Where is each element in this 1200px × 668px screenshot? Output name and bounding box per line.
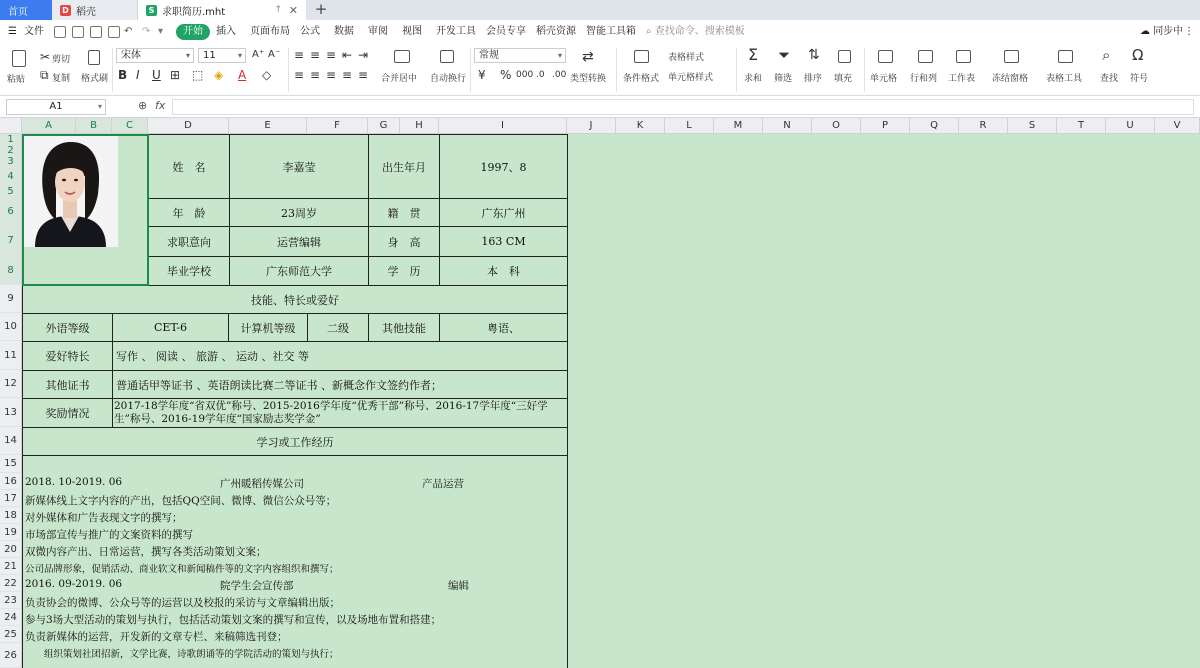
column-header-n[interactable]: N [763,118,812,134]
hobby-value: 写作 、 阅读 、 旅游 、 运动 、社交 等 [112,341,568,371]
font-name-select[interactable]: 宋体 ▾ [116,48,194,63]
column-header-f[interactable]: F [307,118,368,134]
column-header-m[interactable]: M [714,118,763,134]
indent-decrease-icon[interactable]: ⇤ [342,48,353,62]
tab-resume-doc[interactable] [138,0,306,20]
column-header-c[interactable]: C [112,118,148,134]
align-center-icon[interactable]: ≡ [310,68,321,82]
row-header-3[interactable]: 3 [0,156,22,168]
other-skill-label: 其他技能 [368,313,440,342]
copy-icon[interactable]: ⧉ [40,68,49,82]
column-header-k[interactable]: K [616,118,665,134]
award-line-1: 2017-18学年度“省双优”称号、2015-2016学年度“优秀干部”称号、2016-17学年度“三好学 [114,400,548,412]
name-label: 姓 名 [148,134,230,199]
column-header-h[interactable]: H [400,118,439,134]
row-header-15[interactable]: 15 [0,455,22,473]
job2-line-4: 组织策划社团招新，文学比赛，诗歌朗诵等的学院活动的策划与执行； [25,649,339,660]
menu-file[interactable]: 文件 [24,26,44,37]
table-right-border [567,455,568,668]
native-value: 广东广州 [439,198,568,227]
paste-icon[interactable] [12,50,26,67]
other-skill-value: 粤语、 [439,313,568,342]
number-format-select[interactable]: 常规 ▾ [474,48,566,63]
decrease-font-icon[interactable]: A⁻ [268,49,281,60]
row-col-icon[interactable] [918,50,933,63]
menu-home[interactable]: 开始 [176,24,210,40]
row-col-button[interactable]: 行和列 [910,74,938,84]
cert-value: 普通话甲等证书 、英语朗读比赛二等证书 、新概念作文签约作者； [112,370,568,399]
search-icon: ⌕ [646,26,655,37]
native-label: 籍 贯 [368,198,440,227]
row-header-16[interactable]: 16 [0,473,22,490]
intent-label: 求职意向 [148,226,230,257]
menu-insert[interactable]: 插入 [216,26,236,37]
underline-icon[interactable]: U [152,68,161,82]
row-header-7[interactable]: 7 [0,226,22,256]
job1-line-1: 新媒体线上文字内容的产出，包括QQ空间、微博、微信公众号等； [25,495,337,507]
select-all-corner[interactable] [0,118,22,134]
profile-photo[interactable] [23,136,118,247]
job1-date: 2018. 10-2019. 06 [25,476,123,488]
command-search[interactable] [646,24,745,40]
find-button[interactable]: 查找 [1100,74,1119,84]
pin-icon[interactable]: ↑ [274,5,282,15]
sum-icon[interactable]: Σ [748,45,759,64]
cloud-icon: ☁ [1140,26,1154,37]
table-tools-icon[interactable] [1058,50,1073,63]
experience-header: 学习或工作经历 [22,427,568,456]
conditional-format-button[interactable]: 条件格式 [623,74,660,84]
filter-button[interactable]: 筛选 [774,74,793,84]
export-icon[interactable] [72,26,84,38]
ribbon-divider [288,48,289,92]
align-bottom-icon[interactable]: ≡ [326,48,337,62]
menu-data[interactable]: 数据 [334,26,354,37]
tab-home-label: 首页 [8,6,28,18]
birth-label: 出生年月 [368,134,440,199]
sync-status[interactable] [1140,24,1183,40]
row-header-1[interactable]: 1 [0,134,22,145]
height-value: 163 CM [439,226,568,257]
computer-value: 二级 [307,313,369,342]
skills-header: 技能、特长或爱好 [22,285,568,314]
column-header-t[interactable]: T [1057,118,1106,134]
fx-button[interactable]: fx [155,99,166,112]
height-label: 身 高 [368,226,440,257]
freeze-panes-icon[interactable] [1004,50,1019,63]
award-label: 奖励情况 [22,398,113,428]
cell-style-button[interactable]: 单元格样式 [668,73,714,83]
indent-increase-icon[interactable]: ⇥ [358,48,369,62]
row-header-14[interactable]: 14 [0,427,22,455]
column-header-j[interactable]: J [567,118,616,134]
row-header-8[interactable]: 8 [0,256,22,285]
computer-label: 计算机等级 [228,313,308,342]
tab-daoke[interactable] [52,0,138,20]
job1-line-4: 双微内容产出、日常运营，撰写各类活动策划文案； [25,546,267,558]
column-header-g[interactable]: G [368,118,400,134]
format-painter-button[interactable]: 格式刷 [81,74,109,84]
menu-smart-toolbox[interactable]: 智能工具箱 [586,26,636,37]
merge-center-button[interactable]: 合并居中 [381,74,418,84]
row-header-17[interactable]: 17 [0,490,22,507]
find-icon[interactable]: ⌕ [1102,46,1111,64]
cut-button[interactable]: 剪切 [52,55,71,65]
new-tab-button[interactable]: + [314,0,328,18]
degree-value: 本 科 [439,256,568,286]
percent-icon[interactable]: % [500,68,512,82]
tab-daoke-label: 稻壳 [76,6,96,18]
column-header-u[interactable]: U [1106,118,1155,134]
award-value [112,398,568,428]
award-line-2: 生”称号、2016-19学年度“国家励志奖学金” [114,413,321,425]
hamburger-icon[interactable]: ☰ [8,26,17,37]
name-value: 李嘉莹 [229,134,369,199]
tab-resume-label: 求职简历.mht [162,6,226,18]
spreadsheet-icon: S [146,5,157,16]
row-header-19[interactable]: 19 [0,524,22,541]
justify-icon[interactable]: ≡ [342,68,353,82]
cell-icon[interactable] [878,50,893,63]
row-header-10[interactable]: 10 [0,313,22,341]
undo-icon[interactable]: ↶ [124,26,133,37]
close-tab-icon[interactable]: ✕ [288,3,298,17]
paste-button[interactable]: 粘贴 [7,75,26,85]
type-convert-icon[interactable]: ⇄ [582,49,594,65]
fill-effect-icon[interactable]: ⬚ [192,68,204,82]
redo-icon[interactable]: ↷ [142,26,151,37]
column-header-d[interactable]: D [148,118,229,134]
job2-title: 编辑 [448,580,469,592]
currency-icon[interactable]: ¥ [478,68,486,82]
align-right-icon[interactable]: ≡ [326,68,337,82]
job1-title: 产品运营 [422,478,464,490]
ribbon-divider [470,48,471,92]
job2-line-2: 参与3场大型活动的策划与执行，包括活动策划文案的撰写和宣传，以及场地布置和搭建； [25,614,442,626]
border-icon[interactable]: ⊞ [170,68,181,82]
wrap-text-icon[interactable] [440,50,454,63]
job1-line-2: 对外媒体和广告表现文字的撰写； [25,512,183,524]
fill-button[interactable]: 填充 [834,74,853,84]
row-header-9[interactable]: 9 [0,285,22,313]
row-header-20[interactable]: 20 [0,541,22,558]
sum-button[interactable]: 求和 [744,74,763,84]
row-header-25[interactable]: 25 [0,626,22,643]
row-header-18[interactable]: 18 [0,507,22,524]
job2-company: 院学生会宣传部 [220,580,294,592]
freeze-panes-button[interactable]: 冻结窗格 [992,74,1029,84]
row-header-26[interactable]: 26 [0,643,22,668]
ribbon-divider [736,48,737,92]
distribute-icon[interactable]: ≡ [358,68,369,82]
symbol-icon[interactable]: Ω [1132,46,1144,64]
column-header-i[interactable]: I [439,118,567,134]
column-header-r[interactable]: R [959,118,1008,134]
hobby-label: 爱好特长 [22,341,113,371]
row-header-13[interactable]: 13 [0,398,22,427]
fill-icon[interactable] [838,50,851,63]
format-painter-icon[interactable] [88,50,100,65]
align-middle-icon[interactable]: ≡ [310,48,321,62]
align-left-icon[interactable]: ≡ [294,68,305,82]
job1-line-3: 市场部宣传与推广的文案资料的撰写 [25,529,193,541]
job2-date: 2016. 09-2019. 06 [25,578,123,590]
menu-member[interactable]: 会员专享 [486,26,526,37]
decrease-decimal-icon[interactable]: .00 [552,70,567,80]
preview-icon[interactable] [108,26,120,38]
italic-icon[interactable]: I [136,68,140,82]
age-label: 年 龄 [148,198,230,227]
row-header-22[interactable]: 22 [0,575,22,592]
daoke-icon: D [60,5,71,16]
tab-bar [0,0,1200,20]
job2-line-3: 负责新媒体的运营，开发新的文章专栏、来稿筛选刊登； [25,631,288,643]
symbol-button[interactable]: 符号 [1130,74,1149,84]
merge-center-icon[interactable] [394,50,410,63]
zoom-search-icon[interactable]: ⊕ [138,99,148,112]
lang-value: CET-6 [112,313,229,342]
font-size-select[interactable]: 11 ▾ [198,48,246,63]
increase-font-icon[interactable]: A⁺ [252,49,265,60]
increase-decimal-icon[interactable]: .0 [536,70,545,80]
ribbon-divider [616,48,617,92]
column-header-s[interactable]: S [1008,118,1057,134]
column-header-b[interactable]: B [76,118,112,134]
table-left-border [22,455,23,668]
clear-format-icon[interactable]: ◇ [262,68,272,82]
column-header-q[interactable]: Q [910,118,959,134]
sort-icon[interactable]: ⇅ [808,47,820,63]
print-icon[interactable] [90,26,102,38]
column-header-o[interactable]: O [812,118,861,134]
menu-page-layout[interactable]: 页面布局 [250,26,290,37]
quick-access-dropdown-icon[interactable]: ▾ [158,26,164,37]
row-header-21[interactable]: 21 [0,558,22,575]
table-tools-button[interactable]: 表格工具 [1046,74,1083,84]
row-header-5[interactable]: 5 [0,185,22,198]
row-header-12[interactable]: 12 [0,370,22,398]
worksheet-icon[interactable] [956,50,971,63]
cell-button[interactable]: 单元格 [870,74,898,84]
menu-review[interactable]: 审阅 [368,26,388,37]
search-placeholder: 查找命令、搜索模板 [654,26,745,37]
menu-daoke-resources[interactable]: 稻壳资源 [536,26,576,37]
formula-bar [0,96,1200,118]
copy-button[interactable]: 复制 [52,74,71,84]
bold-icon[interactable]: B [118,68,128,82]
job1-company: 广州暖稻传媒公司 [220,478,304,490]
type-convert-button[interactable]: 类型转换 [570,74,607,84]
job2-line-1: 负责协会的微博、公众号等的运营以及校报的采访与文章编辑出版； [25,597,340,609]
ribbon-divider [112,48,113,92]
menu-formula[interactable]: 公式 [300,26,320,37]
cut-icon[interactable]: ✂ [40,50,51,64]
lang-label: 外语等级 [22,313,113,342]
row-header-2[interactable]: 2 [0,145,22,156]
school-label: 毕业学校 [148,256,230,286]
column-header-l[interactable]: L [665,118,714,134]
column-header-e[interactable]: E [229,118,307,134]
job1-line-5: 公司品牌形象，促销活动、商业软文和新闻稿件等的文字内容组织和撰写； [25,564,339,575]
column-header-v[interactable]: V [1155,118,1200,134]
age-value: 23周岁 [229,198,369,227]
name-box[interactable]: A1 ▾ [6,99,106,115]
font-color-icon[interactable]: A [238,68,247,82]
save-icon[interactable] [54,26,66,38]
ribbon-toolbar [0,44,1200,96]
cert-label: 其他证书 [22,370,113,399]
birth-value: 1997、8 [439,134,568,199]
column-header-a[interactable]: A [22,118,76,134]
row-header-4[interactable]: 4 [0,168,22,185]
menu-bar [0,20,1200,44]
conditional-format-icon[interactable] [634,50,649,63]
filter-icon[interactable]: ⏷ [778,46,791,64]
table-style-button[interactable]: 表格样式 [668,53,705,63]
row-header-11[interactable]: 11 [0,341,22,370]
portrait-image [23,136,118,247]
thousands-icon[interactable]: 000 [516,70,534,80]
more-menu-icon[interactable]: ⋮ [1184,26,1194,37]
menu-view[interactable]: 视图 [402,26,422,37]
row-header-6[interactable]: 6 [0,198,22,226]
intent-value: 运营编辑 [229,226,369,257]
formula-input[interactable] [172,99,1194,115]
align-top-icon[interactable]: ≡ [294,48,305,62]
sort-button[interactable]: 排序 [804,74,823,84]
wrap-text-button[interactable]: 自动换行 [430,74,467,84]
sync-label: 同步中 [1153,26,1184,37]
fill-color-icon[interactable]: ◈ [214,68,224,82]
menu-developer[interactable]: 开发工具 [436,26,476,37]
row-header-24[interactable]: 24 [0,609,22,626]
ribbon-divider [864,48,865,92]
tab-home[interactable] [0,0,52,20]
column-header-p[interactable]: P [861,118,910,134]
worksheet-button[interactable]: 工作表 [948,74,976,84]
school-value: 广东师范大学 [229,256,369,286]
row-header-23[interactable]: 23 [0,592,22,609]
degree-label: 学 历 [368,256,440,286]
